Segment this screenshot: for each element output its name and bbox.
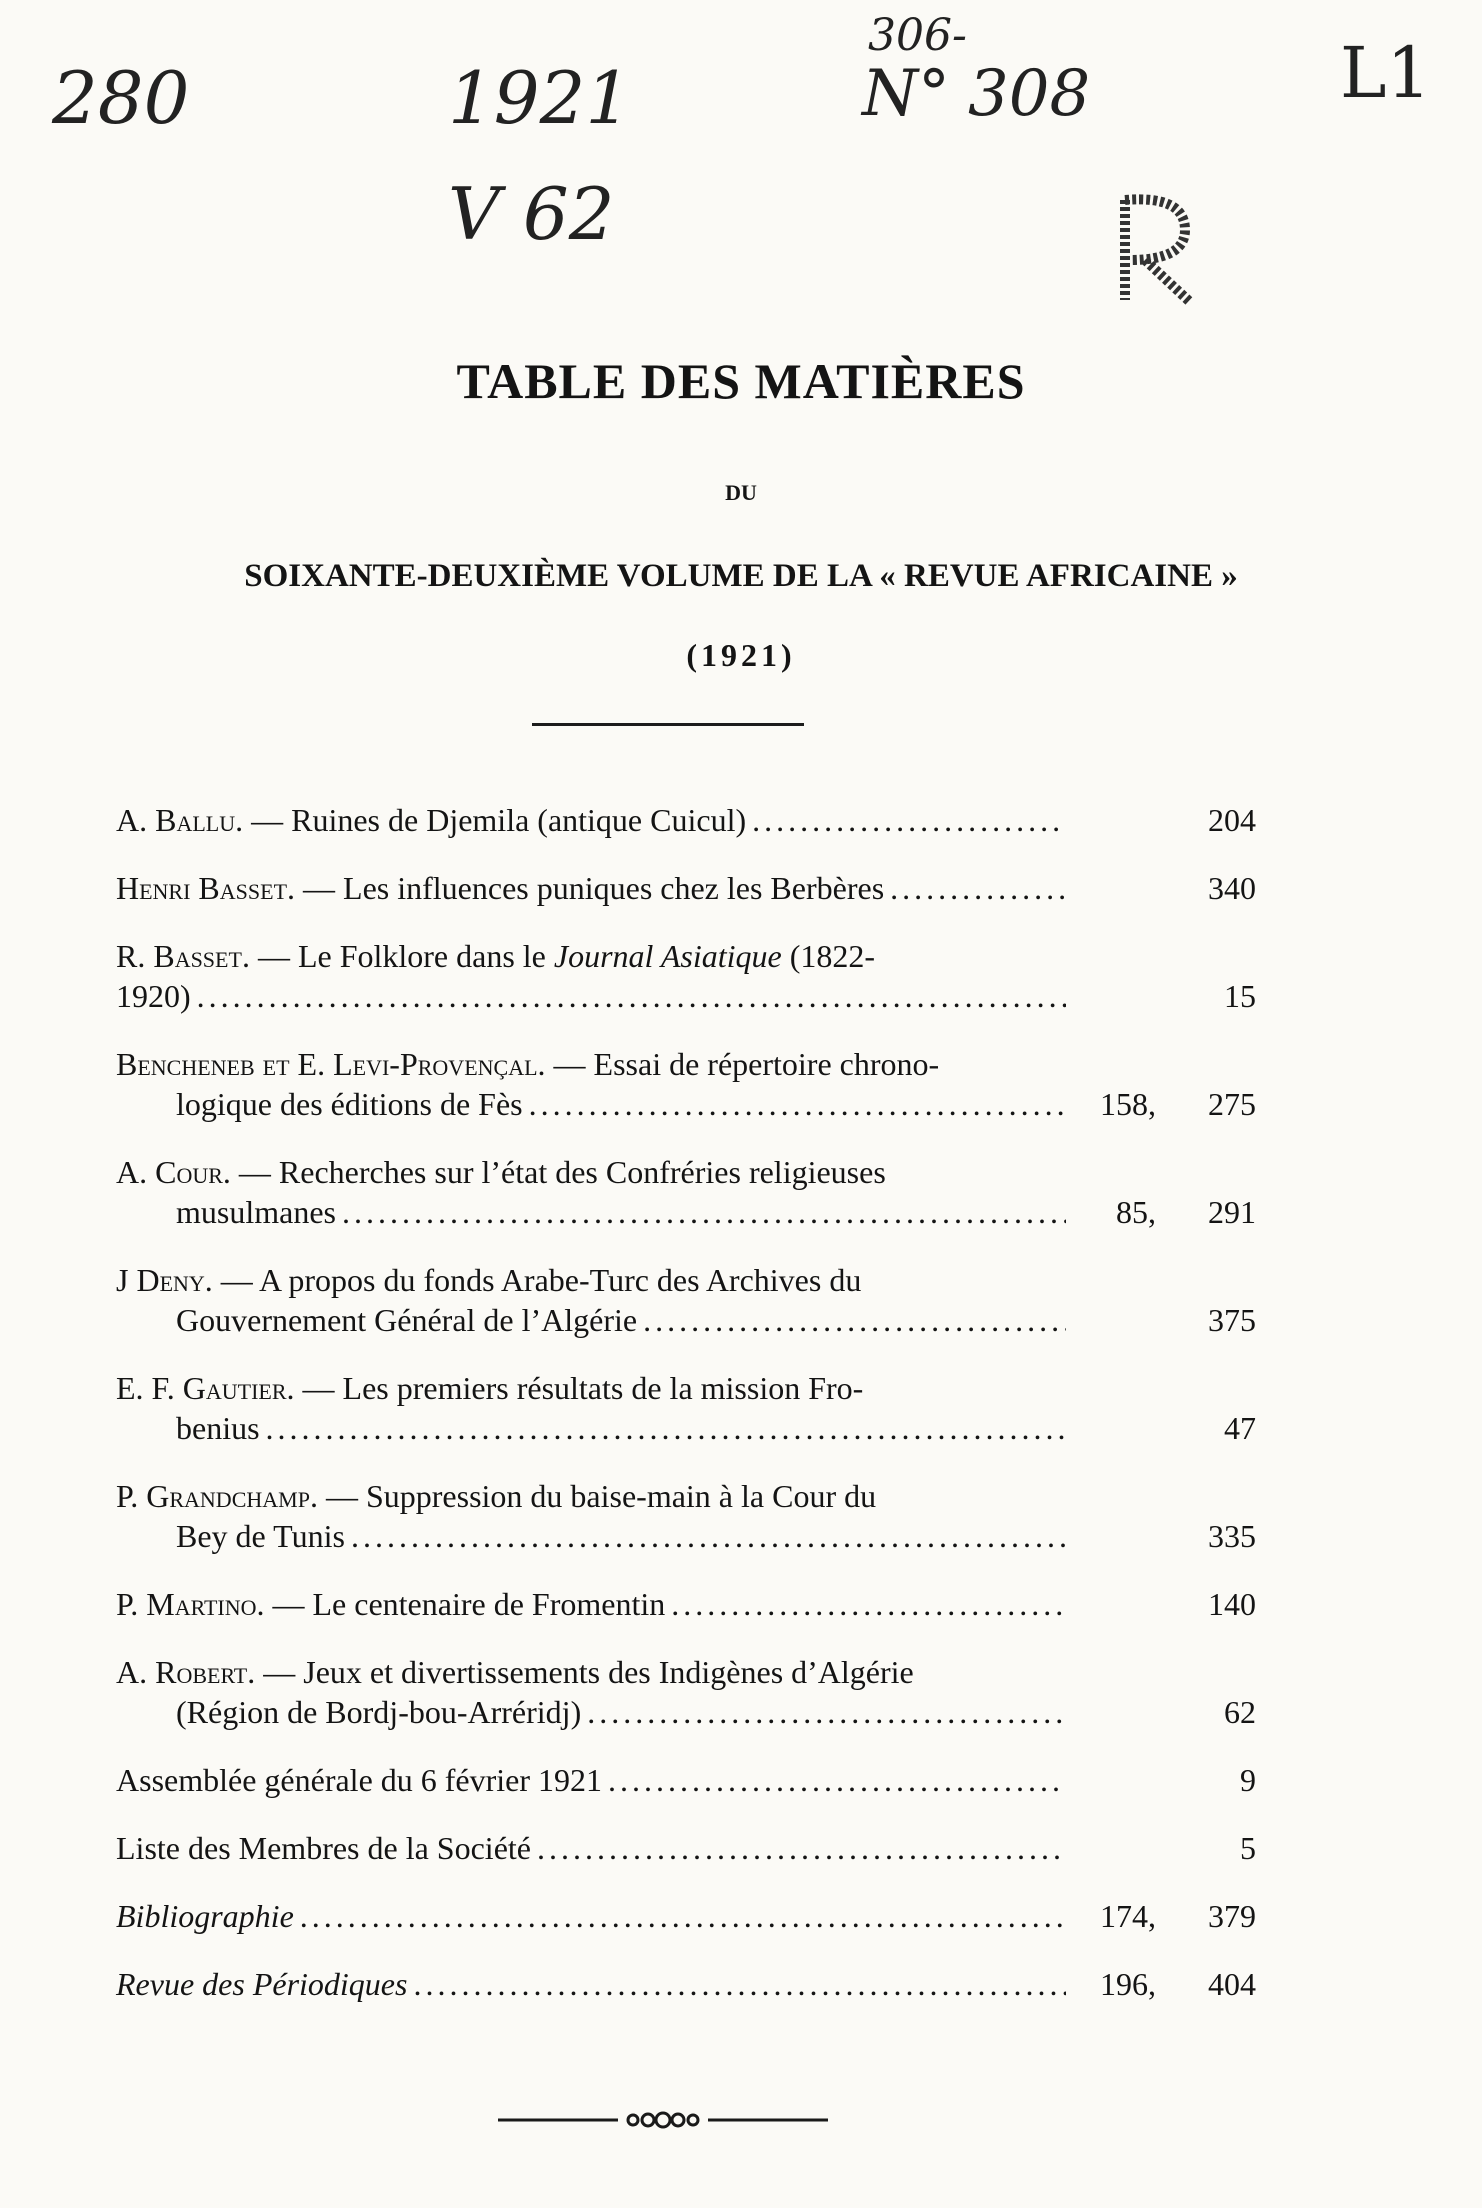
toc-entry (116, 1964, 1256, 2004)
toc-entry (116, 1476, 1256, 1556)
entry-page-first: 196, (1100, 1966, 1156, 2002)
leader-dots (336, 1192, 1066, 1232)
toc-entry (116, 1652, 1256, 1732)
entry-title: Revue des Périodiques (116, 1966, 408, 2002)
entry-continuation: (Région de Bordj-bou-Arréridj) (176, 1694, 582, 1730)
leader-dots (523, 1084, 1066, 1124)
entry-title: . — Ruines de Djemila (antique Cuicul) (235, 802, 747, 838)
entry-title: . — Suppression du baise-main à la Cour du (309, 1478, 877, 1514)
entry-page: 335 (1208, 1518, 1256, 1554)
entry-title: . — A propos du fonds Arabe-Turc des Archives du (204, 1262, 862, 1298)
leader-dots (531, 1828, 1066, 1868)
entry-page: 204 (1208, 802, 1256, 838)
entry-title: Bibliographie (116, 1898, 294, 1934)
leader-dots (637, 1300, 1066, 1340)
entry-page: 47 (1224, 1410, 1256, 1446)
entry-continuation: Gouvernement Général de l’Algérie (176, 1302, 638, 1338)
handwritten-number: 280 (52, 56, 190, 140)
entry-page: 275 (1208, 1086, 1256, 1122)
entry-title: . — Les influences puniques chez les Berbères (287, 870, 885, 906)
toc-entry (116, 1368, 1256, 1448)
page-title: TABLE DES MATIÈRES (456, 353, 1026, 409)
entry-title: . — Les premiers résultats de la mission Fro- (286, 1370, 864, 1406)
entry-author: A. Ballu (116, 802, 236, 838)
end-ornament (498, 2108, 828, 2132)
title-connector: DU (725, 480, 757, 505)
toc-entry (116, 868, 1256, 908)
entry-continuation: logique des éditions de Fès (176, 1086, 523, 1122)
entry-author: A. Cour (116, 1154, 223, 1190)
entry-author: P. Martino (116, 1586, 257, 1622)
handwritten-year: 1921 (448, 56, 632, 140)
leader-dots (581, 1692, 1066, 1732)
entry-title: . — Le Folklore dans le (241, 938, 554, 974)
leader-dots (407, 1964, 1066, 2004)
handwritten-volume: V 62 (448, 172, 615, 256)
entry-page: 291 (1208, 1194, 1256, 1230)
entry-title: . — Essai de répertoire chrono- (537, 1046, 940, 1082)
leader-dots (294, 1896, 1066, 1936)
toc-entry (116, 1152, 1256, 1232)
toc-entry (116, 1044, 1256, 1124)
volume-year: (1921) (686, 637, 796, 673)
leader-dots (746, 800, 1066, 840)
leader-dots (884, 868, 1066, 908)
entry-page: 5 (1240, 1830, 1256, 1866)
entry-author: A. Robert (116, 1654, 248, 1690)
table-of-contents (116, 800, 1256, 2032)
entry-page: 9 (1240, 1762, 1256, 1798)
entry-title-end: (1822- (781, 938, 876, 974)
leader-dots (191, 976, 1066, 1016)
toc-entry (116, 1260, 1256, 1340)
toc-entry (116, 1896, 1256, 1936)
handwritten-number-label: N° (862, 57, 950, 131)
entry-author: Henri Basset (116, 870, 288, 906)
entry-continuation: benius (176, 1410, 260, 1446)
entry-page-first: 158, (1100, 1086, 1156, 1122)
entry-continuation: 1920) (116, 978, 191, 1014)
handwritten-shelf-mark: L1 (1340, 32, 1432, 114)
entry-page: 62 (1224, 1694, 1256, 1730)
entry-author: P. Grandchamp (116, 1478, 310, 1514)
entry-page: 340 (1208, 870, 1256, 906)
entry-page: 404 (1208, 1966, 1256, 2002)
handwritten-issue-number: 308 (968, 57, 1091, 131)
leader-dots (602, 1760, 1066, 1800)
handwritten-number-above: 306- (868, 10, 967, 61)
title-divider (532, 723, 804, 726)
entry-title-italic: Journal Asiatique (553, 938, 782, 974)
entry-page-first: 174, (1100, 1898, 1156, 1934)
entry-continuation: musulmanes (176, 1194, 336, 1230)
entry-title: . — Recherches sur l’état des Confréries religieuses (222, 1154, 886, 1190)
entry-title: . — Jeux et divertissements des Indigènes d’Algérie (247, 1654, 914, 1690)
entry-title: Liste des Membres de la Société (116, 1830, 531, 1866)
toc-entry (116, 800, 1256, 840)
leader-dots (260, 1408, 1066, 1448)
toc-entry (116, 1584, 1256, 1624)
leader-dots (345, 1516, 1066, 1556)
entry-title: . — Le centenaire de Fromentin (256, 1586, 666, 1622)
entry-author: E. F. Gautier (116, 1370, 287, 1406)
entry-author: R. Basset (116, 938, 242, 974)
toc-entry (116, 1828, 1256, 1868)
entry-page: 375 (1208, 1302, 1256, 1338)
entry-page: 140 (1208, 1586, 1256, 1622)
page-subtitle: SOIXANTE-DEUXIÈME VOLUME DE LA « REVUE AFRICAINE » (244, 558, 1238, 594)
entry-author: J Deny (116, 1262, 205, 1298)
entry-page: 15 (1224, 978, 1256, 1014)
toc-entry (116, 936, 1256, 1016)
leader-dots (665, 1584, 1066, 1624)
library-stamp (1105, 190, 1215, 310)
entry-author: Bencheneb et E. Levi-Provençal (116, 1046, 538, 1082)
entry-continuation: Bey de Tunis (176, 1518, 345, 1554)
entry-page-first: 85, (1116, 1194, 1156, 1230)
entry-title: Assemblée générale du 6 février 1921 (116, 1762, 603, 1798)
entry-page: 379 (1208, 1898, 1256, 1934)
toc-entry (116, 1760, 1256, 1800)
